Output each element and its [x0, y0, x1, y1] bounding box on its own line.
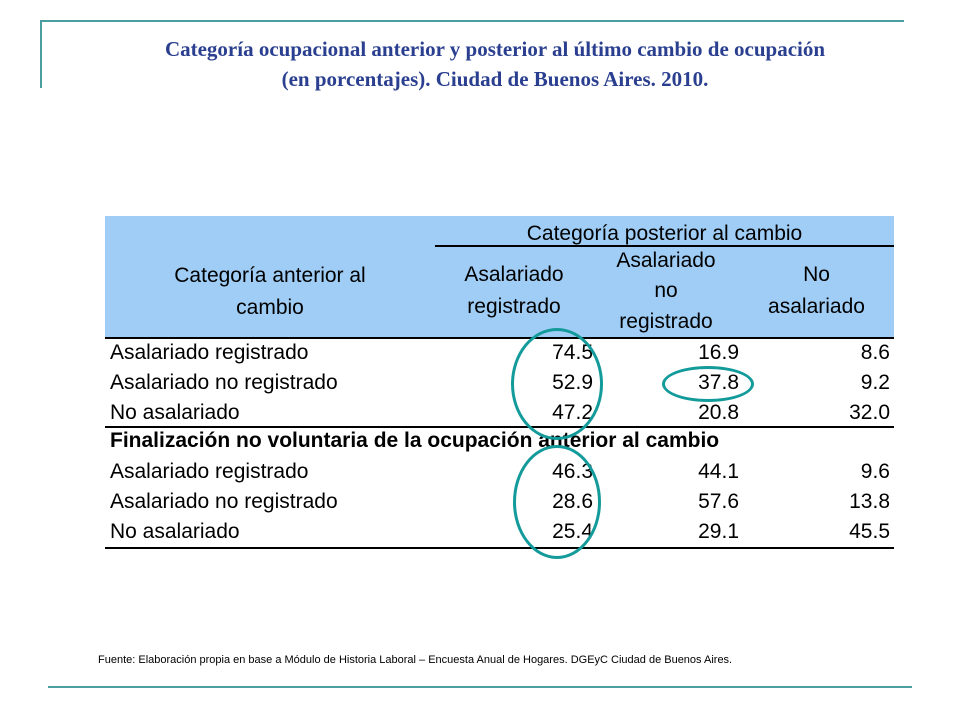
col-header-3-line-2: asalariado: [768, 295, 865, 318]
source-note: Fuente: Elaboración propia en base a Módulo de Historia Laboral – Encuesta Anual de Hogares. DGEyC Ciudad de Buenos Aires.: [98, 654, 733, 666]
cell-value: 9.6: [860, 460, 890, 483]
frame-left-line: [40, 20, 42, 88]
cell-value: 37.8: [698, 371, 739, 394]
cell-value: 52.9: [552, 371, 593, 394]
col-header-1-line-1: Asalariado: [464, 263, 564, 286]
cell-value: 8.6: [860, 341, 890, 364]
group-header: Categoría posterior al cambio: [526, 222, 803, 245]
cell-value: 20.8: [698, 401, 739, 424]
section-title: Finalización no voluntaria de la ocupación anterior al cambio: [110, 429, 720, 452]
highlight-circle-first-column-section-1: [511, 328, 603, 440]
table-bottom-rule: [105, 547, 894, 549]
highlight-circle-informal-to-informal: [662, 366, 754, 402]
title-line-2: (en porcentajes). Ciudad de Buenos Aires. 2010.: [281, 67, 709, 91]
cell-value: 29.1: [698, 520, 739, 543]
cell-value: 47.2: [552, 401, 593, 424]
cell-value: 9.2: [860, 371, 890, 394]
row-label: Asalariado registrado: [110, 341, 309, 364]
frame-bottom-line: [48, 686, 912, 688]
cell-value: 16.9: [698, 341, 739, 364]
row-label: Asalariado registrado: [110, 460, 309, 483]
cell-value: 25.4: [552, 520, 593, 543]
cell-value: 32.0: [849, 401, 890, 424]
col-header-3-line-1: No: [803, 263, 830, 286]
row-header-line-1: Categoría anterior al: [174, 264, 366, 287]
group-header-underline: [435, 245, 894, 247]
occupation-table: [105, 216, 894, 548]
highlight-circle-first-column-section-2: [513, 445, 601, 559]
row-label: Asalariado no registrado: [110, 371, 338, 394]
cell-value: 57.6: [698, 490, 739, 513]
col-header-2-line-3: registrado: [619, 310, 713, 333]
col-header-2-line-2: no: [654, 279, 678, 302]
row-label: No asalariado: [110, 401, 240, 424]
cell-value: 44.1: [698, 460, 739, 483]
col-header-1-line-2: registrado: [467, 295, 561, 318]
header-bottom-rule: [105, 337, 894, 339]
cell-value: 45.5: [849, 520, 890, 543]
cell-value: 13.8: [849, 490, 890, 513]
section-divider-rule: [105, 426, 894, 428]
row-header-line-2: cambio: [236, 296, 304, 319]
cell-value: 28.6: [552, 490, 593, 513]
cell-value: 46.3: [552, 460, 593, 483]
col-header-2-line-1: Asalariado: [616, 249, 716, 272]
cell-value: 74.5: [552, 341, 593, 364]
frame-top-line: [40, 20, 904, 22]
page-title: [60, 34, 930, 94]
title-line-1: Categoría ocupacional anterior y posterior al último cambio de ocupación: [164, 37, 826, 61]
row-label: No asalariado: [110, 520, 240, 543]
row-label: Asalariado no registrado: [110, 490, 338, 513]
